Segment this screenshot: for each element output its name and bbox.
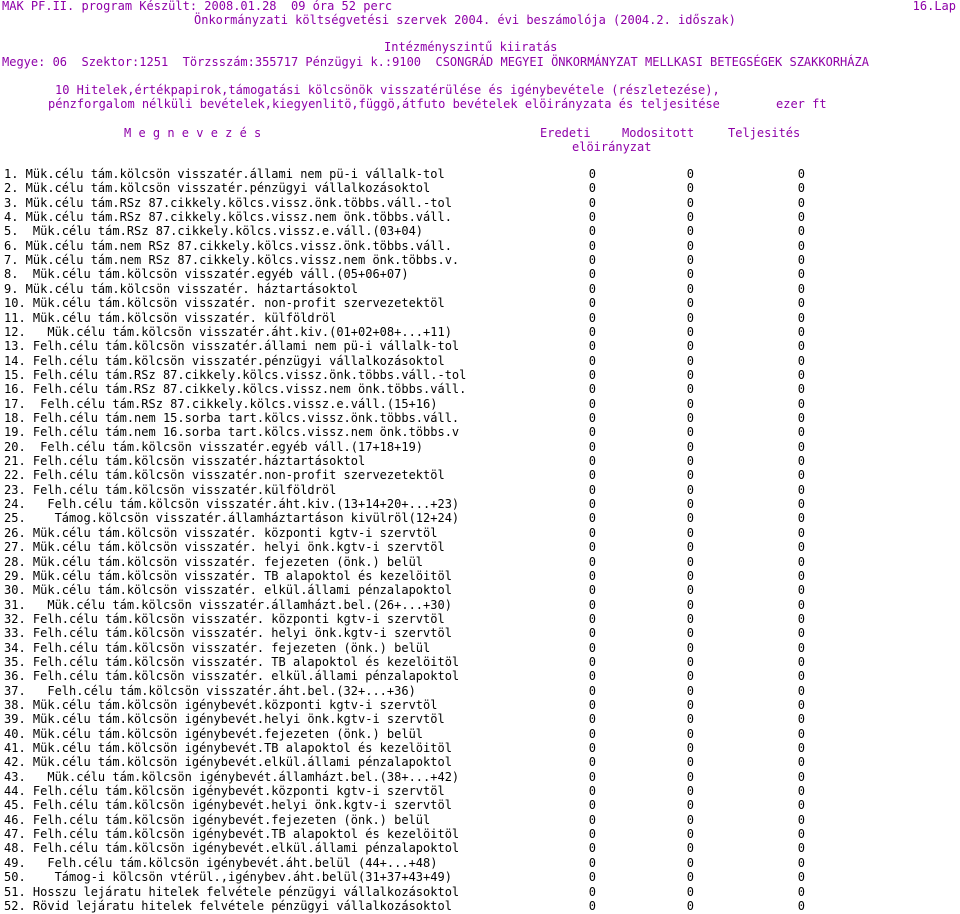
row-completed-value: 0: [797, 167, 805, 181]
row-modified-value: 0: [686, 210, 694, 225]
row-modified-value: 0: [686, 324, 694, 339]
table-row: [0, 397, 960, 411]
row-modified-value: 0: [686, 812, 694, 827]
row-label: 14. Felh.célu tám.kölcsön visszatér.pénzügyi vállalkozásoktol: [4, 353, 445, 368]
row-modified-value: 0: [686, 568, 694, 583]
row-modified-value: 0: [686, 669, 694, 684]
row-original-value: 0: [588, 296, 596, 311]
table-row: [0, 540, 960, 554]
row-modified-value: 0: [686, 798, 694, 813]
row-completed-value: 0: [797, 181, 805, 196]
row-label: 4. Mük.célu tám.RSz 87.cikkely.kölcs.vissz.nem önk.többs.váll.: [4, 210, 452, 225]
row-modified-value: 0: [686, 597, 694, 612]
row-modified-value: 0: [686, 640, 694, 655]
row-original-value: 0: [588, 253, 596, 268]
table-row: [0, 454, 960, 468]
row-completed-value: 0: [797, 224, 805, 239]
row-modified-value: 0: [686, 224, 694, 239]
row-modified-value: 0: [686, 626, 694, 641]
row-original-value: 0: [588, 224, 596, 239]
row-label: 46. Felh.célu tám.kölcsön igénybevét.fejezeten (önk.) belül: [4, 812, 431, 827]
row-completed-value: 0: [797, 540, 805, 555]
table-row: [0, 598, 960, 612]
row-completed-value: 0: [797, 296, 805, 311]
row-modified-value: 0: [686, 339, 694, 354]
row-label: 44. Felh.célu tám.kölcsön igénybevét.központi kgtv-i szervtöl: [4, 784, 445, 798]
table-row: [0, 841, 960, 855]
row-label: 45. Felh.célu tám.kölcsön igénybevét.helyi önk.kgtv-i szervtöl: [4, 798, 452, 813]
row-label: 42. Mük.célu tám.kölcsön igénybevét.elkül.állami pénzalapoktol: [4, 755, 452, 770]
row-original-value: 0: [588, 181, 596, 196]
row-completed-value: 0: [797, 712, 805, 727]
row-original-value: 0: [588, 898, 596, 913]
row-completed-value: 0: [797, 884, 805, 899]
table-row: [0, 296, 960, 310]
row-label: 30. Mük.célu tám.kölcsön visszatér. elkül.állami pénzalapoktol: [4, 583, 452, 598]
row-label: 9. Mük.célu tám.kölcsön visszatér. háztartásoktol: [4, 281, 359, 296]
column-header-original: Eredeti: [540, 126, 591, 140]
row-original-value: 0: [588, 741, 596, 755]
row-completed-value: 0: [797, 367, 805, 382]
row-modified-value: 0: [686, 167, 694, 181]
table-row: [0, 368, 960, 382]
row-label: 36. Felh.célu tám.kölcsön visszatér. elkül.állami pénzalapoktol: [4, 669, 460, 684]
row-original-value: 0: [588, 382, 596, 397]
row-original-value: 0: [588, 583, 596, 598]
row-modified-value: 0: [686, 238, 694, 253]
column-header-original-sub: elöirányzat: [572, 140, 652, 154]
row-completed-value: 0: [797, 439, 805, 454]
table-row: [0, 669, 960, 683]
row-modified-value: 0: [686, 769, 694, 784]
row-label: 15. Felh.célu tám.RSz 87.cikkely.kölcs.vissz.önk.többs.váll.-tol: [4, 367, 467, 382]
row-modified-value: 0: [686, 296, 694, 311]
row-modified-value: 0: [686, 726, 694, 741]
row-modified-value: 0: [686, 654, 694, 669]
column-header-completed: Teljesités: [728, 126, 801, 140]
table-row: [0, 741, 960, 755]
table-row: [0, 339, 960, 353]
table-row: [0, 210, 960, 224]
table-row: [0, 698, 960, 712]
row-completed-value: 0: [797, 353, 805, 368]
table-row: [0, 798, 960, 812]
row-label: 21. Felh.célu tám.kölcsön visszatér.háztartásoktol: [4, 454, 366, 468]
row-completed-value: 0: [797, 827, 805, 842]
row-label: 49. Felh.célu tám.kölcsön igénybevét.áht.belül (44+...+48): [4, 855, 438, 870]
column-header-name: M e g n e v e z é s: [124, 126, 262, 140]
row-completed-value: 0: [797, 898, 805, 913]
row-original-value: 0: [588, 827, 596, 842]
row-modified-value: 0: [686, 253, 694, 268]
row-completed-value: 0: [797, 238, 805, 253]
row-modified-value: 0: [686, 382, 694, 397]
row-modified-value: 0: [686, 540, 694, 555]
row-modified-value: 0: [686, 884, 694, 899]
row-label: 7. Mük.célu tám.nem RSz 87.cikkely.kölcs.vissz.nem önk.többs.v.: [4, 253, 460, 268]
table-row: [0, 813, 960, 827]
row-completed-value: 0: [797, 755, 805, 770]
row-original-value: 0: [588, 195, 596, 210]
row-original-value: 0: [588, 568, 596, 583]
row-completed-value: 0: [797, 396, 805, 411]
row-original-value: 0: [588, 697, 596, 712]
row-modified-value: 0: [686, 870, 694, 885]
table-row: [0, 425, 960, 439]
row-label: 8. Mük.célu tám.kölcsön visszatér.egyéb váll.(05+06+07): [4, 267, 409, 282]
row-label: 10. Mük.célu tám.kölcsön visszatér. non-profit szervezetektöl: [4, 296, 445, 311]
row-modified-value: 0: [686, 482, 694, 497]
row-original-value: 0: [588, 855, 596, 870]
table-row: [0, 483, 960, 497]
row-original-value: 0: [588, 884, 596, 899]
table-row: [0, 325, 960, 339]
row-original-value: 0: [588, 454, 596, 468]
row-completed-value: 0: [797, 798, 805, 813]
row-completed-value: 0: [797, 841, 805, 856]
row-original-value: 0: [588, 726, 596, 741]
table-row: [0, 684, 960, 698]
row-completed-value: 0: [797, 482, 805, 497]
row-original-value: 0: [588, 439, 596, 454]
table-row: [0, 440, 960, 454]
row-label: 32. Felh.célu tám.kölcsön visszatér. központi kgtv-i szervtöl: [4, 611, 445, 626]
row-modified-value: 0: [686, 855, 694, 870]
row-label: 24. Felh.célu tám.kölcsön visszatér.áht.kiv.(13+14+20+...+23): [4, 497, 460, 512]
row-modified-value: 0: [686, 697, 694, 712]
row-label: 40. Mük.célu tám.kölcsön igénybevét.fejezeten (önk.) belül: [4, 726, 424, 741]
row-completed-value: 0: [797, 812, 805, 827]
row-original-value: 0: [588, 425, 596, 440]
row-completed-value: 0: [797, 611, 805, 626]
table-row: [0, 870, 960, 884]
row-completed-value: 0: [797, 525, 805, 540]
row-modified-value: 0: [686, 353, 694, 368]
row-label: 6. Mük.célu tám.nem RSz 87.cikkely.kölcs.vissz.önk.többs.váll.: [4, 238, 452, 253]
row-modified-value: 0: [686, 454, 694, 468]
row-completed-value: 0: [797, 784, 805, 798]
row-label: 2. Mük.célu tám.kölcsön visszatér.pénzügyi vállalkozásoktol: [4, 181, 431, 196]
row-modified-value: 0: [686, 195, 694, 210]
row-label: 22. Felh.célu tám.kölcsön visszatér.non-profit szervezetektöl: [4, 468, 445, 483]
row-label: 43. Mük.célu tám.kölcsön igénybevét.államházt.bel.(38+...+42): [4, 769, 460, 784]
row-original-value: 0: [588, 554, 596, 569]
row-completed-value: 0: [797, 454, 805, 468]
row-completed-value: 0: [797, 741, 805, 755]
row-completed-value: 0: [797, 281, 805, 296]
row-completed-value: 0: [797, 726, 805, 741]
row-original-value: 0: [588, 812, 596, 827]
table-row: [0, 411, 960, 425]
row-completed-value: 0: [797, 253, 805, 268]
row-modified-value: 0: [686, 898, 694, 913]
row-original-value: 0: [588, 841, 596, 856]
table-row: [0, 827, 960, 841]
table-row: [0, 899, 960, 913]
row-modified-value: 0: [686, 310, 694, 325]
row-label: 5. Mük.célu tám.RSz 87.cikkely.kölcs.vissz.e.váll.(03+04): [4, 224, 424, 239]
table-row: [0, 755, 960, 769]
row-modified-value: 0: [686, 741, 694, 755]
row-label: 41. Mük.célu tám.kölcsön igénybevét.TB alapoktol és kezelöitöl: [4, 741, 452, 755]
table-row: [0, 555, 960, 569]
row-modified-value: 0: [686, 583, 694, 598]
row-modified-value: 0: [686, 755, 694, 770]
row-original-value: 0: [588, 683, 596, 698]
row-label: 3. Mük.célu tám.RSz 87.cikkely.kölcs.vissz.önk.többs.váll.-tol: [4, 195, 452, 210]
row-modified-value: 0: [686, 468, 694, 483]
row-completed-value: 0: [797, 697, 805, 712]
table-row: [0, 497, 960, 511]
row-label: 13. Felh.célu tám.kölcsön visszatér.állami nem pü-i vállalk-tol: [4, 339, 460, 354]
row-original-value: 0: [588, 870, 596, 885]
row-modified-value: 0: [686, 611, 694, 626]
row-modified-value: 0: [686, 525, 694, 540]
row-modified-value: 0: [686, 511, 694, 526]
row-modified-value: 0: [686, 281, 694, 296]
row-modified-value: 0: [686, 367, 694, 382]
table-row: [0, 856, 960, 870]
row-modified-value: 0: [686, 827, 694, 842]
row-label: 12. Mük.célu tám.kölcsön visszatér.áht.kiv.(01+02+08+...+11): [4, 324, 452, 339]
row-modified-value: 0: [686, 439, 694, 454]
row-original-value: 0: [588, 712, 596, 727]
table-row: [0, 167, 960, 181]
row-original-value: 0: [588, 769, 596, 784]
row-completed-value: 0: [797, 382, 805, 397]
row-label: 47. Felh.célu tám.kölcsön igénybevét.TB alapoktol és kezelöitöl: [4, 827, 460, 842]
row-original-value: 0: [588, 410, 596, 425]
row-modified-value: 0: [686, 267, 694, 282]
unit-label: ezer ft: [776, 97, 827, 111]
table-row: [0, 181, 960, 195]
row-label: 52. Rövid lejáratu hitelek felvétele pénzügyi vállalkozásoktol: [4, 898, 452, 913]
row-original-value: 0: [588, 669, 596, 684]
row-original-value: 0: [588, 238, 596, 253]
row-completed-value: 0: [797, 425, 805, 440]
row-completed-value: 0: [797, 324, 805, 339]
row-label: 19. Felh.célu tám.nem 16.sorba tart.kölcs.vissz.nem önk.többs.v: [4, 425, 460, 440]
table-row: [0, 655, 960, 669]
row-label: 51. Hosszu lejáratu hitelek felvétele pénzügyi vállalkozásoktol: [4, 884, 460, 899]
row-label: 28. Mük.célu tám.kölcsön visszatér. fejezeten (önk.) belül: [4, 554, 424, 569]
row-original-value: 0: [588, 310, 596, 325]
row-original-value: 0: [588, 482, 596, 497]
row-modified-value: 0: [686, 396, 694, 411]
row-completed-value: 0: [797, 497, 805, 512]
row-original-value: 0: [588, 511, 596, 526]
table-row: [0, 224, 960, 238]
row-completed-value: 0: [797, 339, 805, 354]
table-row: [0, 885, 960, 899]
row-completed-value: 0: [797, 511, 805, 526]
row-completed-value: 0: [797, 640, 805, 655]
row-original-value: 0: [588, 353, 596, 368]
row-label: 16. Felh.célu tám.RSz 87.cikkely.kölcs.vissz.nem önk.többs.váll.: [4, 382, 467, 397]
table-row: [0, 282, 960, 296]
row-label: 23. Felh.célu tám.kölcsön visszatér.külföldröl: [4, 482, 337, 497]
row-original-value: 0: [588, 339, 596, 354]
row-original-value: 0: [588, 267, 596, 282]
row-original-value: 0: [588, 626, 596, 641]
row-completed-value: 0: [797, 410, 805, 425]
row-original-value: 0: [588, 798, 596, 813]
row-label: 35. Felh.célu tám.kölcsön visszatér. TB alapoktol és kezelöitöl: [4, 654, 460, 669]
row-original-value: 0: [588, 654, 596, 669]
row-original-value: 0: [588, 167, 596, 181]
row-original-value: 0: [588, 640, 596, 655]
row-modified-value: 0: [686, 683, 694, 698]
row-label: 11. Mük.célu tám.kölcsön visszatér. külföldröl: [4, 310, 337, 325]
row-original-value: 0: [588, 210, 596, 225]
row-label: 1. Mük.célu tám.kölcsön visszatér.állami nem pü-i vállalk-tol: [4, 167, 445, 181]
institution-codes: Megye: 06 Szektor:1251 Törzsszám:355717 Pénzügyi k.:9100 CSONGRÁD MEGYEI ÖNKORMÁNYZAT MELLKASI BETEGSÉGEK SZAKKORHÁZA: [2, 55, 869, 69]
report-subtitle: Önkormányzati költségvetési szervek 2004. évi beszámolója (2004.2. időszak): [194, 13, 736, 27]
row-original-value: 0: [588, 324, 596, 339]
row-label: 26. Mük.célu tám.kölcsön visszatér. központi kgtv-i szervtöl: [4, 525, 438, 540]
row-completed-value: 0: [797, 210, 805, 225]
row-completed-value: 0: [797, 568, 805, 583]
table-row: [0, 239, 960, 253]
row-modified-value: 0: [686, 410, 694, 425]
row-original-value: 0: [588, 497, 596, 512]
row-label: 39. Mük.célu tám.kölcsön igénybevét.helyi önk.kgtv-i szervtöl: [4, 712, 445, 727]
table-row: [0, 253, 960, 267]
row-original-value: 0: [588, 540, 596, 555]
row-modified-value: 0: [686, 425, 694, 440]
table-row: [0, 784, 960, 798]
table-row: [0, 727, 960, 741]
row-modified-value: 0: [686, 841, 694, 856]
row-completed-value: 0: [797, 267, 805, 282]
section-title-line2: pénzforgalom nélküli bevételek,kiegyenlitö,függö,átfuto bevételek elöirányzata és teljesitése: [48, 97, 720, 111]
row-completed-value: 0: [797, 597, 805, 612]
table-row: [0, 712, 960, 726]
table-row: [0, 526, 960, 540]
row-completed-value: 0: [797, 468, 805, 483]
row-modified-value: 0: [686, 554, 694, 569]
row-original-value: 0: [588, 468, 596, 483]
section-title-line1: 10 Hitelek,értékpapirok,támogatási kölcsönök visszatérülése és igénybevétele (részletezése),: [55, 83, 720, 97]
row-label: 18. Felh.célu tám.nem 15.sorba tart.kölcs.vissz.önk.többs.váll.: [4, 410, 460, 425]
table-row: [0, 382, 960, 396]
table-row: [0, 267, 960, 281]
row-completed-value: 0: [797, 654, 805, 669]
row-original-value: 0: [588, 396, 596, 411]
row-original-value: 0: [588, 755, 596, 770]
row-completed-value: 0: [797, 855, 805, 870]
table-row: [0, 468, 960, 482]
table-row: [0, 612, 960, 626]
row-original-value: 0: [588, 525, 596, 540]
table-row: [0, 311, 960, 325]
page-number: 16.Lap: [912, 0, 956, 13]
column-header-modified: Modositott: [622, 126, 695, 140]
row-modified-value: 0: [686, 497, 694, 512]
row-completed-value: 0: [797, 683, 805, 698]
row-modified-value: 0: [686, 784, 694, 798]
report-name: Intézményszintű kiiratás: [384, 40, 558, 54]
row-completed-value: 0: [797, 583, 805, 598]
row-label: 29. Mük.célu tám.kölcsön visszatér. TB alapoktol és kezelöitöl: [4, 568, 452, 583]
row-original-value: 0: [588, 784, 596, 798]
table-row: [0, 196, 960, 210]
row-original-value: 0: [588, 367, 596, 382]
row-modified-value: 0: [686, 181, 694, 196]
row-label: 31. Mük.célu tám.kölcsön visszatér.államházt.bel.(26+...+30): [4, 597, 452, 612]
row-original-value: 0: [588, 611, 596, 626]
table-row: [0, 511, 960, 525]
table-row: [0, 354, 960, 368]
row-modified-value: 0: [686, 712, 694, 727]
row-label: 34. Felh.célu tám.kölcsön visszatér. fejezeten (önk.) belül: [4, 640, 431, 655]
row-label: 25. Támog.kölcsön visszatér.államháztartáson kivülröl(12+24): [4, 511, 460, 526]
row-label: 33. Felh.célu tám.kölcsön visszatér. helyi önk.kgtv-i szervtöl: [4, 626, 452, 641]
row-completed-value: 0: [797, 554, 805, 569]
table-row: [0, 641, 960, 655]
row-completed-value: 0: [797, 870, 805, 885]
row-label: 48. Felh.célu tám.kölcsön igénybevét.elkül.állami pénzalapoktol: [4, 841, 460, 856]
row-label: 38. Mük.célu tám.kölcsön igénybevét.központi kgtv-i szervtöl: [4, 697, 438, 712]
row-completed-value: 0: [797, 310, 805, 325]
row-label: 27. Mük.célu tám.kölcsön visszatér. helyi önk.kgtv-i szervtöl: [4, 540, 445, 555]
table-row: [0, 583, 960, 597]
report-header-left: MÁK PF.II. program Készült: 2008.01.28 09 óra 52 perc: [2, 0, 393, 13]
table-row: [0, 626, 960, 640]
row-completed-value: 0: [797, 626, 805, 641]
row-original-value: 0: [588, 597, 596, 612]
row-label: 37. Felh.célu tám.kölcsön visszatér.áht.bel.(32+...+36): [4, 683, 416, 698]
row-label: 17. Felh.célu tám.RSz 87.cikkely.kölcs.vissz.e.váll.(15+16): [4, 396, 438, 411]
row-label: 20. Felh.célu tám.kölcsön visszatér.egyéb váll.(17+18+19): [4, 439, 424, 454]
table-row: [0, 569, 960, 583]
row-completed-value: 0: [797, 195, 805, 210]
table-row: [0, 770, 960, 784]
row-label: 50. Támog-i kölcsön vtérül.,igénybev.áht.belül(31+37+43+49): [4, 870, 452, 885]
row-completed-value: 0: [797, 669, 805, 684]
row-original-value: 0: [588, 281, 596, 296]
row-completed-value: 0: [797, 769, 805, 784]
